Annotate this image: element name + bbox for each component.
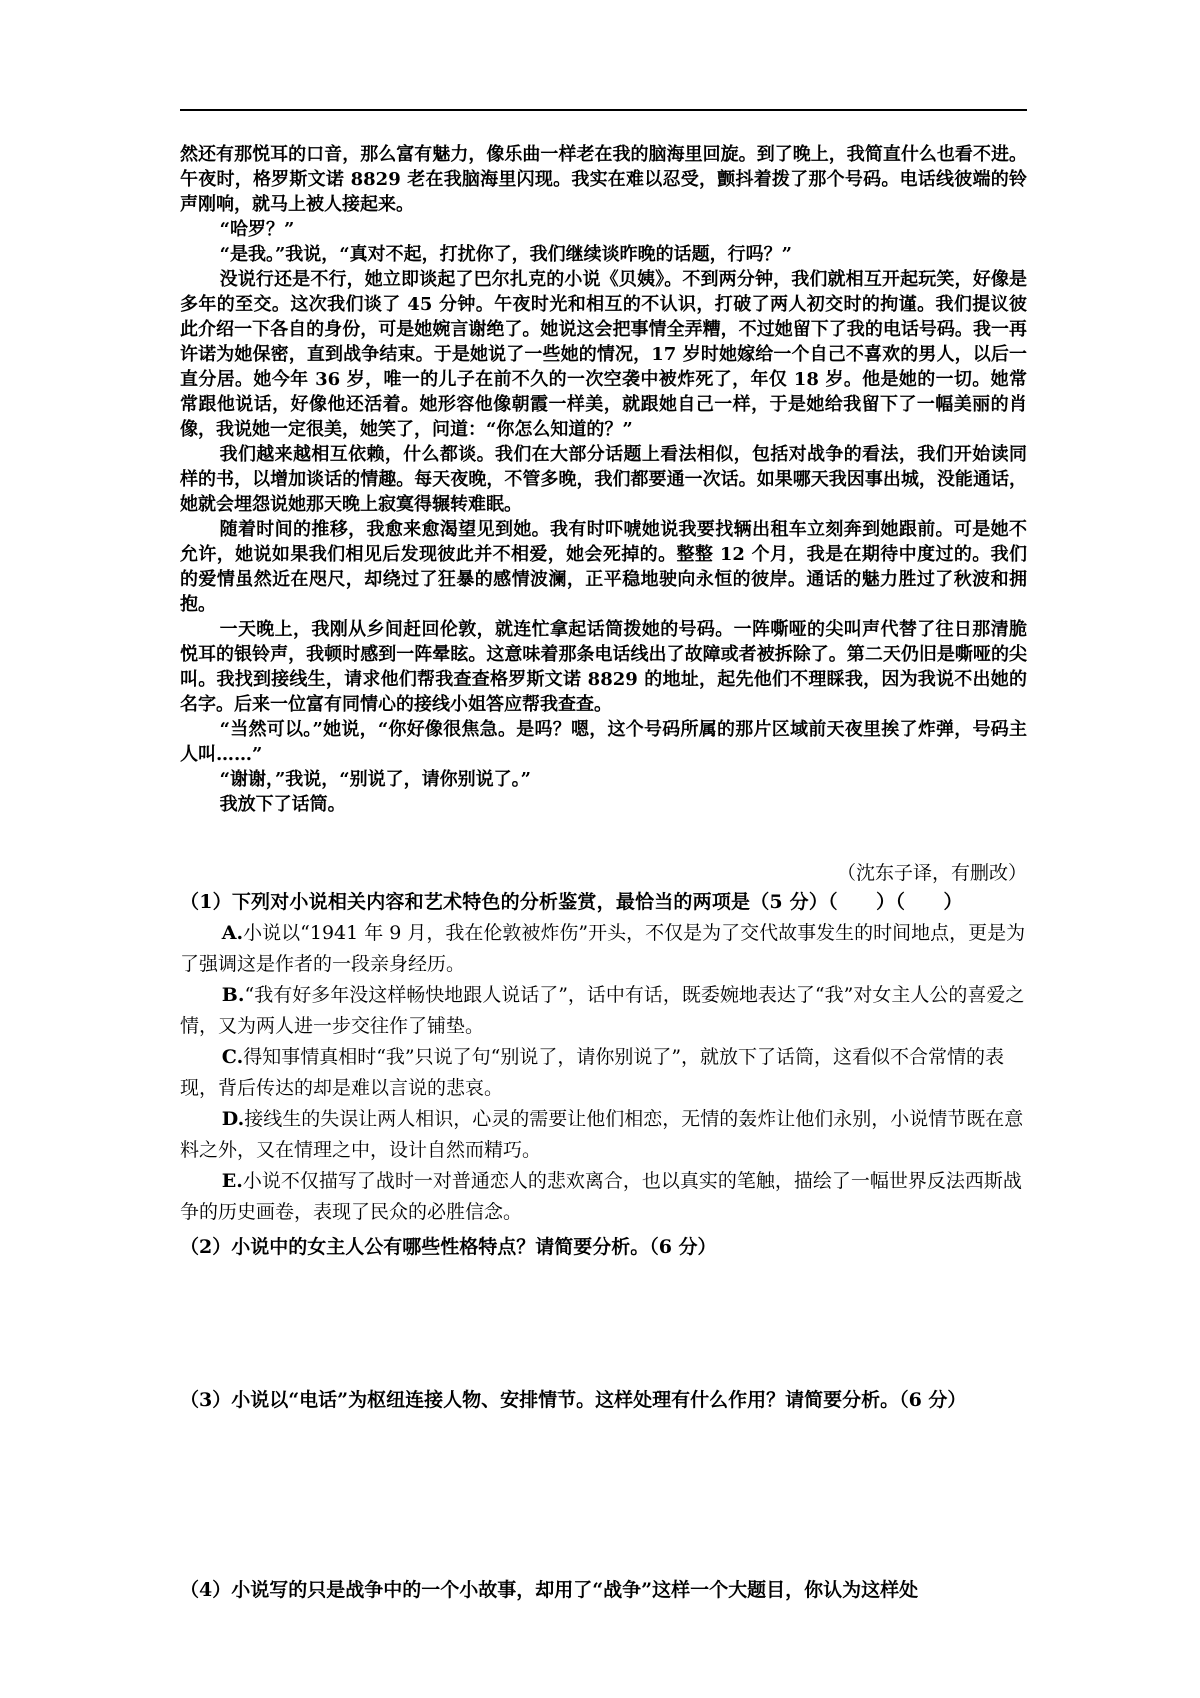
option-letter: A. <box>221 922 244 944</box>
question-1 <box>180 887 1027 1228</box>
option-letter: D. <box>221 1108 245 1130</box>
option-letter: E. <box>221 1170 243 1192</box>
option-text: 小说不仅描写了战时一对普通恋人的悲欢离合，也以真实的笔触，描绘了一幅世界反法西斯战争的历史画卷，表现了民众的必胜信念。 <box>180 1170 1022 1223</box>
passage-paragraph: “当然可以。”她说，“你好像很焦急。是吗？嗯，这个号码所属的那片区域前天夜里挨了炸弹，号码主人叫……” <box>180 719 1027 765</box>
passage-paragraph: 我们越来越相互依赖，什么都谈。我们在大部分话题上看法相似，包括对战争的看法，我们开始读同样的书，以增加谈话的情趣。每天夜晚，不管多晚，我们都要通一次话。如果哪天我因事出城，没能通话，她就会埋怨说她那天晚上寂寞得辗转难眠。 <box>180 444 1027 515</box>
option-letter: B. <box>221 984 245 1006</box>
question-3: （3）小说以“电话”为枢纽连接人物、安排情节。这样处理有什么作用？请简要分析。（6 分） <box>180 1389 967 1411</box>
passage-paragraph: 没说行还是不行，她立即谈起了巴尔扎克的小说《贝姨》。不到两分钟，我们就相互开起玩笑，好像是多年的至交。这次我们谈了 45 分钟。午夜时光和相互的不认识，打破了两人初交时的拘谨。我们提议彼此介绍一下各自的身份，可是她婉言谢绝了。她说这会把事情全弄糟，不过她留下了我的电话号码。我一再许诺为她保密，直到战争结束。于是她说了一些她的情况，17 岁时她嫁给一个自己不喜欢的男人，以后一直分居。她今年 36 岁，唯一的儿子在前不久的一次空袭中被炸死了，年仅 18 岁。他是她的一切。她常常跟他说话，好像他还活着。她形容他像朝霞一样美，就跟她自己一样，于是她给我留下了一幅美丽的肖像，我说她一定很美，她笑了，问道：“你怎么知道的？” <box>180 269 1027 440</box>
passage-paragraph: 我放下了话筒。 <box>219 794 346 815</box>
option-b <box>180 980 1027 1042</box>
question-1-stem: （1）下列对小说相关内容和艺术特色的分析鉴赏，最恰当的两项是（5 分）（ ）（ ） <box>180 891 963 913</box>
header-rule <box>180 109 1027 111</box>
passage-paragraph: “谢谢，”我说，“别说了，请你别说了。” <box>219 769 532 790</box>
passage-paragraph: “是我。”我说，“真对不起，打扰你了，我们继续谈昨晚的话题，行吗？” <box>219 244 793 265</box>
passage-paragraph: 然还有那悦耳的口音，那么富有魅力，像乐曲一样老在我的脑海里回旋。到了晚上，我简直什么也看不进。午夜时，格罗斯文诺 8829 老在我脑海里闪现。我实在难以忍受，颤抖着拨了那个号码。电话线彼端的铃声刚响，就马上被人接起来。 <box>180 144 1027 215</box>
option-c <box>180 1042 1027 1104</box>
option-text: “我有好多年没这样畅快地跟人说话了”，话中有话，既委婉地表达了“我”对女主人公的喜爱之情，又为两人进一步交往作了铺垫。 <box>180 984 1025 1037</box>
option-text: 接线生的失误让两人相识，心灵的需要让他们相恋，无情的轰炸让他们永别，小说情节既在意料之外，又在情理之中，设计自然而精巧。 <box>180 1108 1024 1161</box>
option-a <box>180 918 1027 980</box>
option-d <box>180 1104 1027 1166</box>
passage-paragraph: 随着时间的推移，我愈来愈渴望见到她。我有时吓唬她说我要找辆出租车立刻奔到她跟前。可是她不允许，她说如果我们相见后发现彼此并不相爱，她会死掉的。整整 12 个月，我是在期待中度过的。我们的爱情虽然近在咫尺，却绕过了狂暴的感情波澜，正平稳地驶向永恒的彼岸。通话的魅力胜过了秋波和拥抱。 <box>180 519 1027 615</box>
option-text: 小说以“1941 年 9 月，我在伦敦被炸伤”开头，不仅是为了交代故事发生的时间地点，更是为了强调这是作者的一段亲身经历。 <box>180 922 1026 975</box>
passage-paragraph: “哈罗？” <box>219 219 295 240</box>
question-2: （2）小说中的女主人公有哪些性格特点？请简要分析。（6 分） <box>180 1236 717 1258</box>
option-e <box>180 1166 1027 1228</box>
option-letter: C. <box>221 1046 244 1068</box>
translator-credit: （沈东子译，有删改） <box>836 862 1027 884</box>
option-text: 得知事情真相时“我”只说了句“别说了，请你别说了”，就放下了话筒，这看似不合常情的表现，背后传达的却是难以言说的悲哀。 <box>180 1046 1005 1099</box>
story-passage <box>180 142 1027 817</box>
passage-paragraph: 一天晚上，我刚从乡间赶回伦敦，就连忙拿起话筒拨她的号码。一阵嘶哑的尖叫声代替了往日那清脆悦耳的银铃声，我顿时感到一阵晕眩。这意味着那条电话线出了故障或者被拆除了。第二天仍旧是嘶哑的尖叫。我找到接线生，请求他们帮我查查格罗斯文诺 8829 的地址，起先他们不理睬我，因为我说不出她的名字。后来一位富有同情心的接线小姐答应帮我查查。 <box>180 619 1027 715</box>
question-4: （4）小说写的只是战争中的一个小故事，却用了“战争”这样一个大题目，你认为这样处 <box>180 1579 919 1601</box>
